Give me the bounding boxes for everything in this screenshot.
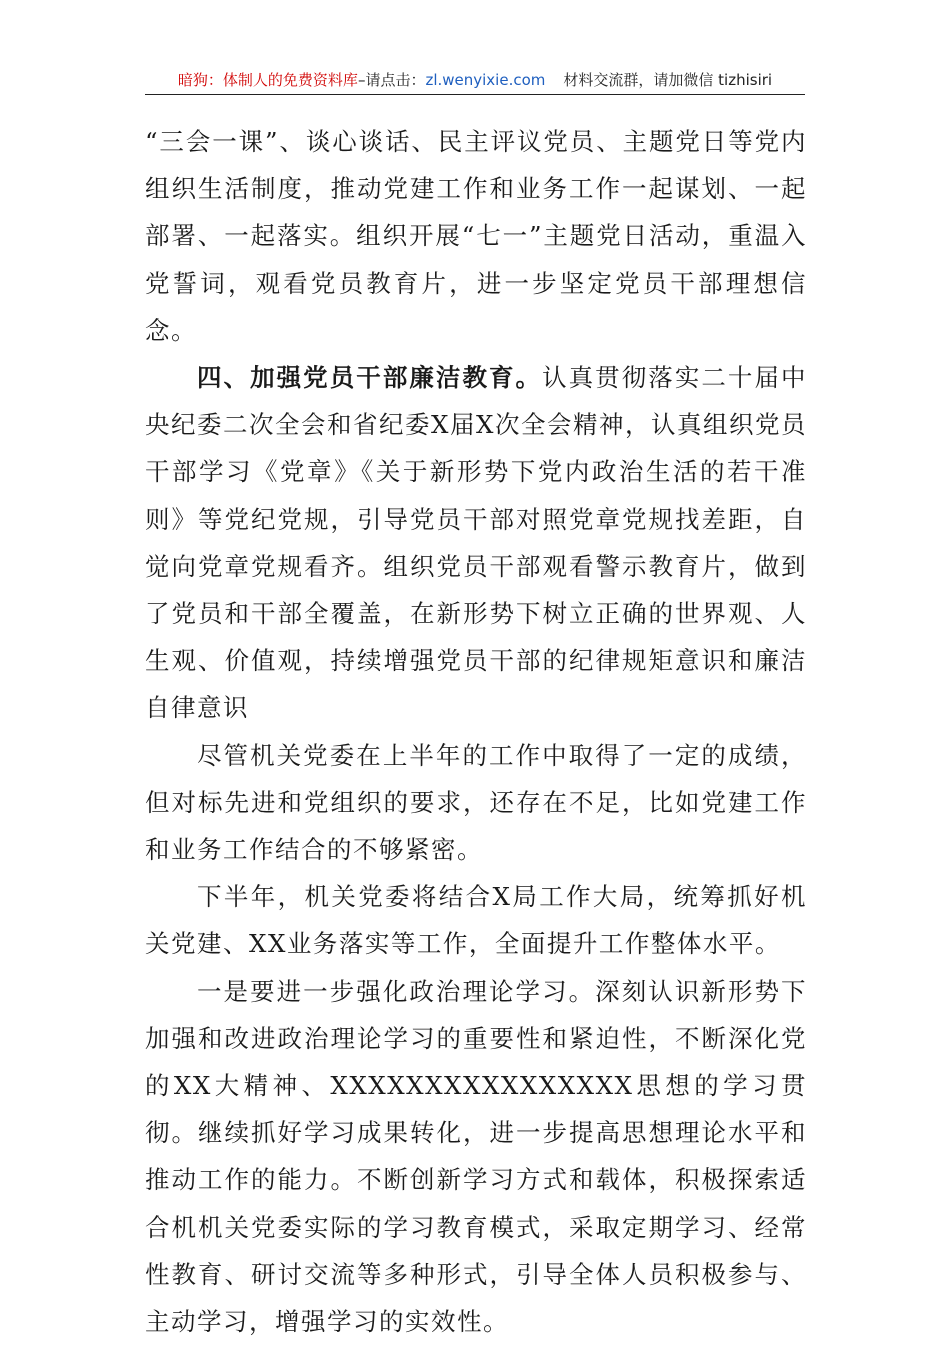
header-brand: 暗狗：体制人的免费资料库	[177, 71, 358, 89]
page-header	[145, 66, 805, 95]
header-prompt: –请点击：	[357, 71, 426, 89]
header-link[interactable]: zl.wenyixie.com	[425, 71, 546, 89]
paragraph-1: “三会一课”、谈心谈话、民主评议党员、主题党日等党内组织生活制度，推动党建工作和业务工作一起谋划、一起部署、一起落实。组织开展“七一”主题党日活动，重温入党誓词，观看党员教育片，进一步坚定党员干部理想信念。	[145, 127, 807, 345]
paragraph-2	[145, 354, 807, 732]
document-body	[145, 118, 807, 1345]
paragraph-2-body: 认真贯彻落实二十届中央纪委二次全会和省纪委X届X次全会精神，认真组织党员干部学习《党章》《关于新形势下党内政治生活的若干准则》等党纪党规，引导党员干部对照党章党规找差距，自觉向党章党规看齐。组织党员干部观看警示教育片，做到了党员和干部全覆盖，在新形势下树立正确的世界观、人生观、价值观，持续增强党员干部的纪律规矩意识和廉洁自律意识	[145, 363, 808, 723]
paragraph-3: 尽管机关党委在上半年的工作中取得了一定的成绩，但对标先进和党组织的要求，还存在不足，比如党建工作和业务工作结合的不够紧密。	[145, 740, 807, 865]
header-contact: 材料交流群，请加微信 tizhisiri	[563, 71, 773, 89]
paragraph-4: 下半年，机关党委将结合X局工作大局，统筹抓好机关党建、XX业务落实等工作，全面提升工作整体水平。	[145, 882, 807, 959]
paragraph-5: 一是要进一步强化政治理论学习。深刻认识新形势下加强和改进政治理论学习的重要性和紧迫性，不断深化党的XX大精神、XXXXXXXXXXXXXXXX思想的学习贯彻。继续抓好学习成果转化，进一步提高思想理论水平和推动工作的能力。不断创新学习方式和载体，积极探索适合机机关党委实际的学习教育模式，采取定期学习、经常性教育、研讨交流等多种形式，引导全体人员积极参与、主动学习，增强学习的实效性。	[145, 976, 807, 1337]
section-heading: 四、加强党员干部廉洁教育。	[197, 363, 543, 393]
